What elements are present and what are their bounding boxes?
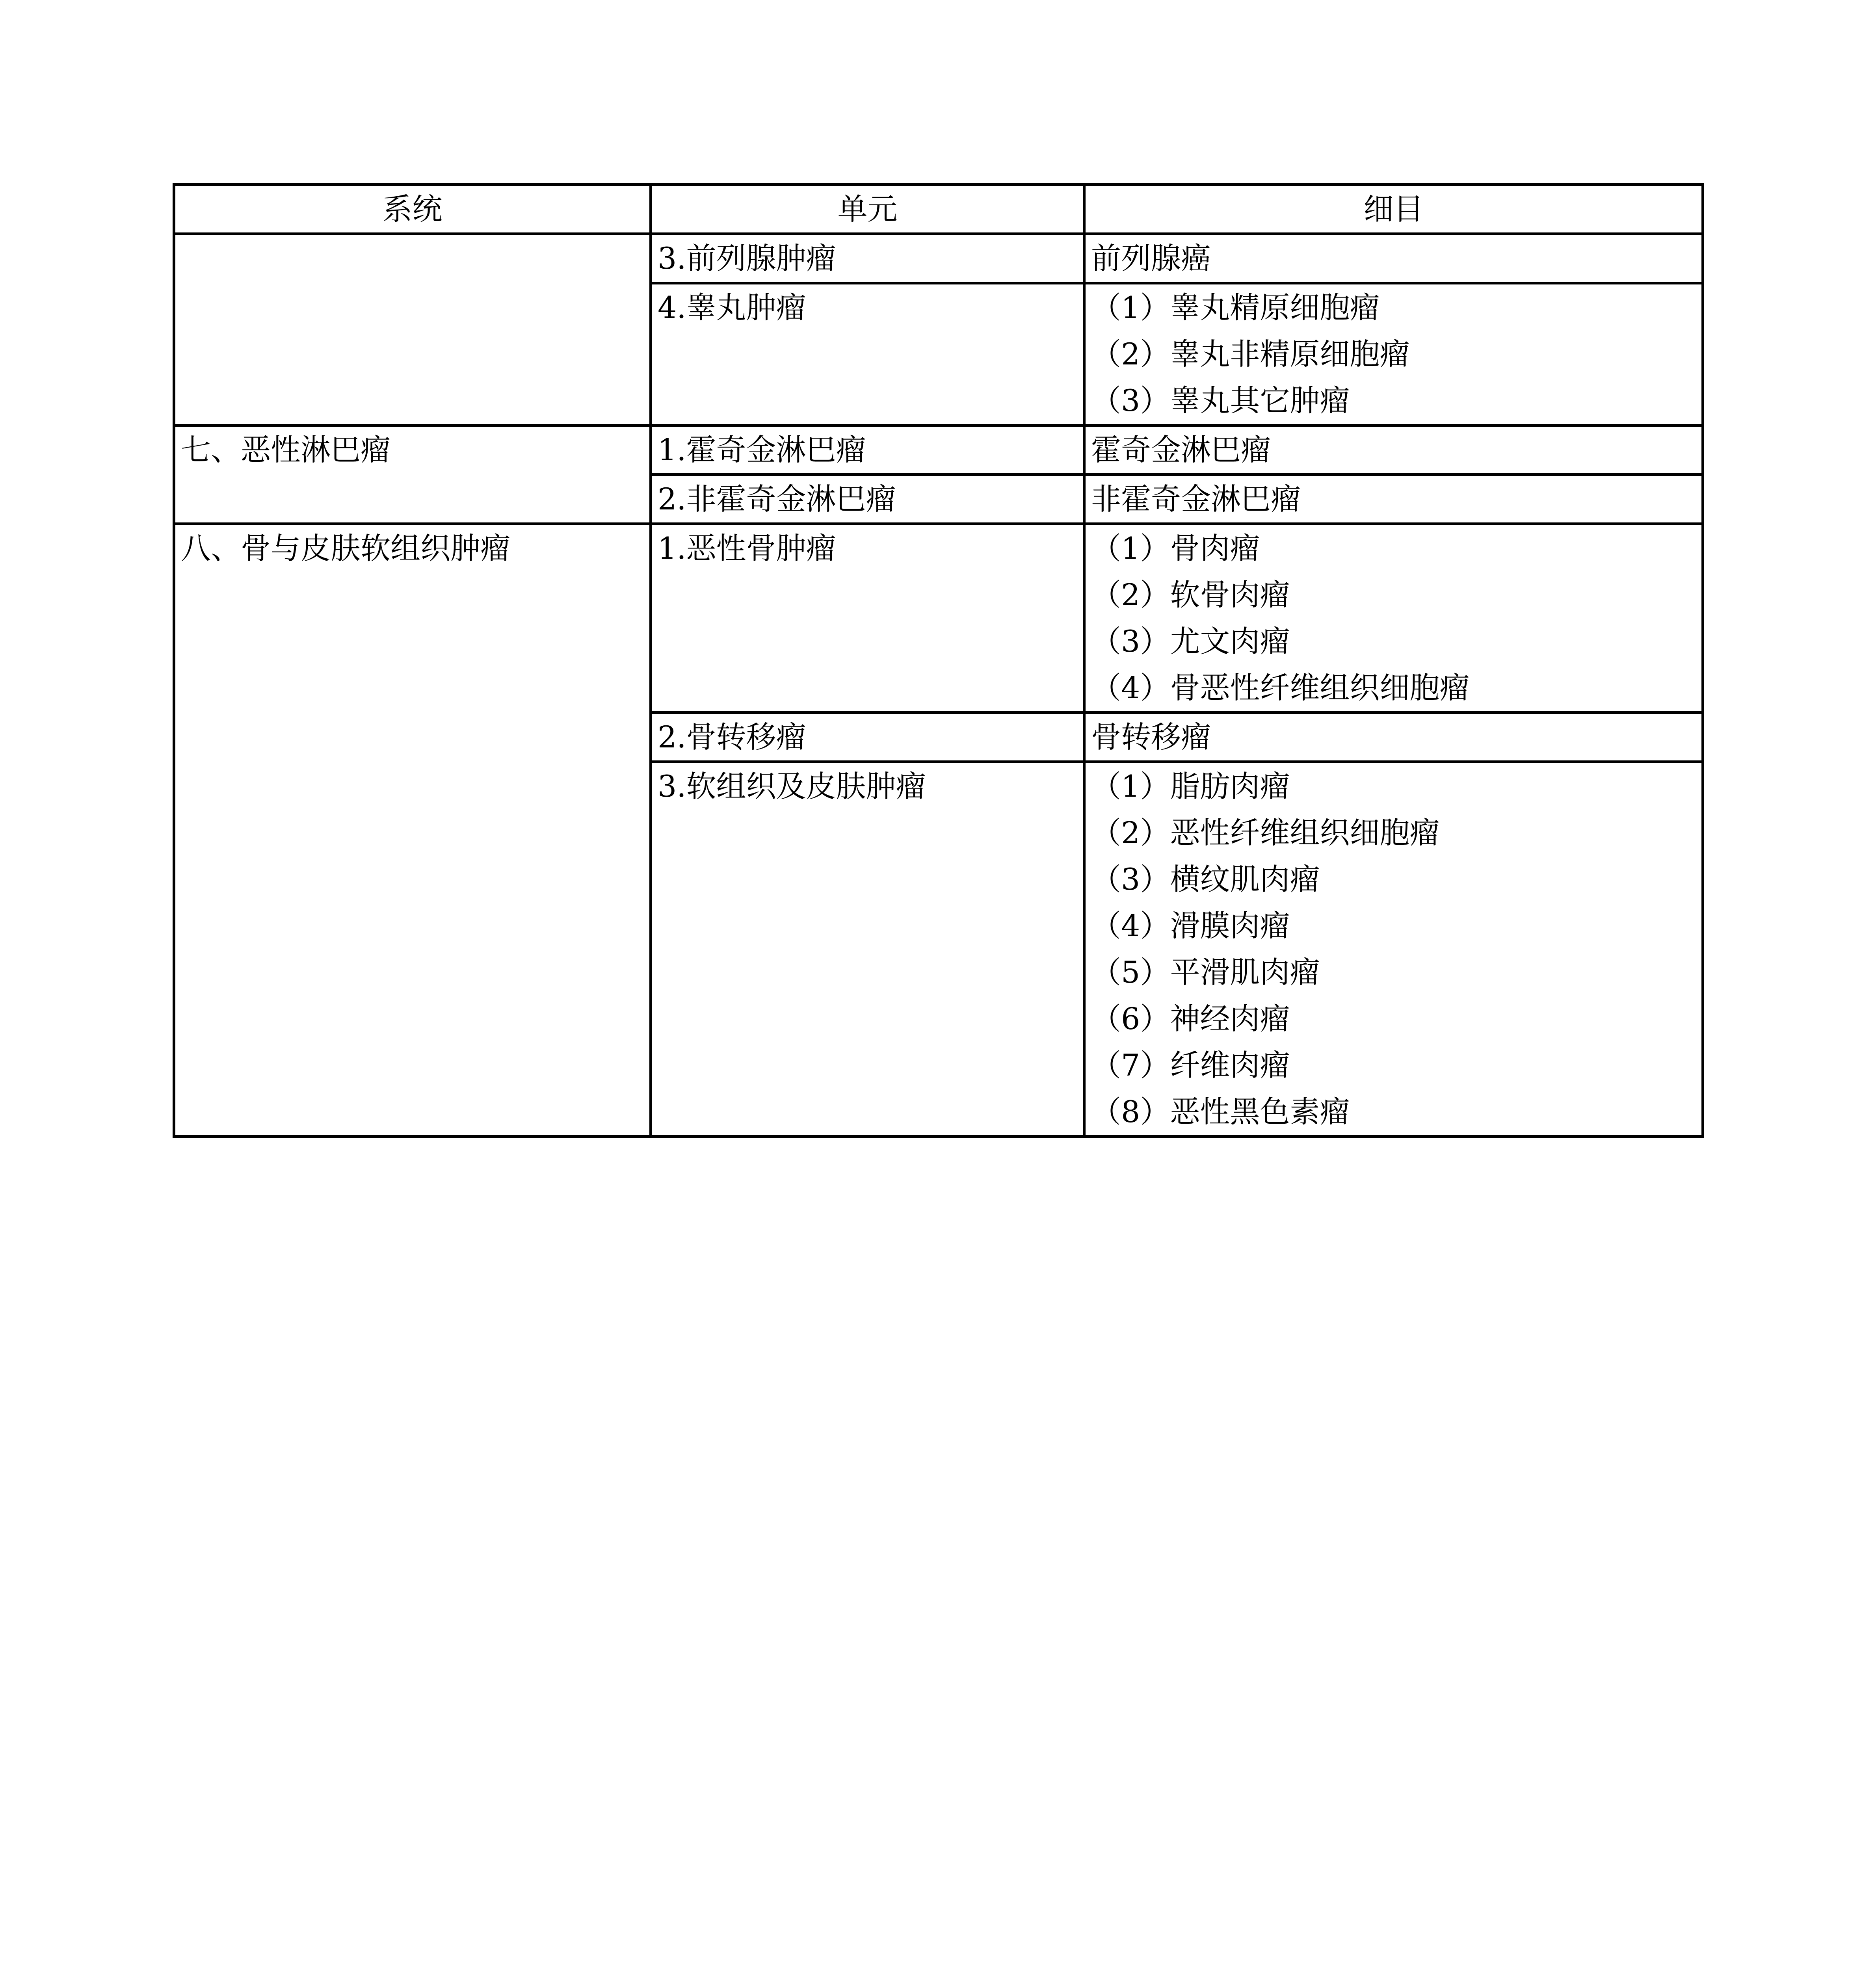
detail-item: 霍奇金淋巴瘤	[1091, 432, 1271, 467]
table-body	[174, 234, 1703, 1137]
detail-item: （3）睾丸其它肿瘤	[1091, 383, 1350, 418]
system-cell: 七、恶性淋巴瘤	[174, 426, 651, 524]
unit-cell: 3.软组织及皮肤肿瘤	[651, 762, 1084, 1137]
detail-item: （5）平滑肌肉瘤	[1091, 955, 1320, 990]
detail-item: （2）睾丸非精原细胞瘤	[1091, 336, 1410, 372]
header-detail: 细目	[1084, 185, 1703, 234]
table-header-row	[174, 185, 1703, 234]
detail-cell	[1084, 475, 1703, 524]
detail-item: 非霍奇金淋巴瘤	[1091, 481, 1301, 517]
detail-cell	[1084, 713, 1703, 762]
header-unit: 单元	[651, 185, 1084, 234]
detail-item: （3）横纹肌肉瘤	[1091, 862, 1320, 897]
detail-cell	[1084, 762, 1703, 1137]
syllabus-table	[173, 183, 1704, 1138]
system-cell: 八、骨与皮肤软组织肿瘤	[174, 524, 651, 1137]
detail-item: （4）骨恶性纤维组织细胞瘤	[1091, 670, 1470, 705]
detail-item: （7）纤维肉瘤	[1091, 1048, 1290, 1083]
detail-item: （1）骨肉瘤	[1091, 531, 1260, 566]
table-row	[174, 234, 1703, 283]
unit-cell: 2.非霍奇金淋巴瘤	[651, 475, 1084, 524]
detail-item: （1）脂肪肉瘤	[1091, 769, 1290, 804]
detail-item: （1）睾丸精原细胞瘤	[1091, 290, 1380, 325]
detail-item: 前列腺癌	[1091, 241, 1211, 276]
detail-item: 骨转移瘤	[1091, 719, 1211, 755]
detail-cell	[1084, 426, 1703, 475]
detail-item: （3）尤文肉瘤	[1091, 624, 1290, 659]
unit-cell: 3.前列腺肿瘤	[651, 234, 1084, 283]
detail-cell	[1084, 283, 1703, 426]
detail-item: （8）恶性黑色素瘤	[1091, 1094, 1350, 1129]
detail-item: （2）软骨肉瘤	[1091, 577, 1290, 612]
unit-cell: 1.霍奇金淋巴瘤	[651, 426, 1084, 475]
unit-cell: 2.骨转移瘤	[651, 713, 1084, 762]
detail-cell	[1084, 234, 1703, 283]
detail-item: （6）神经肉瘤	[1091, 1001, 1290, 1036]
unit-cell: 4.睾丸肿瘤	[651, 283, 1084, 426]
detail-item: （2）恶性纤维组织细胞瘤	[1091, 815, 1440, 850]
detail-item: （4）滑膜肉瘤	[1091, 908, 1290, 943]
table-row	[174, 524, 1703, 713]
header-system: 系统	[174, 185, 651, 234]
system-cell	[174, 234, 651, 426]
table-row	[174, 426, 1703, 475]
detail-cell	[1084, 524, 1703, 713]
unit-cell: 1.恶性骨肿瘤	[651, 524, 1084, 713]
